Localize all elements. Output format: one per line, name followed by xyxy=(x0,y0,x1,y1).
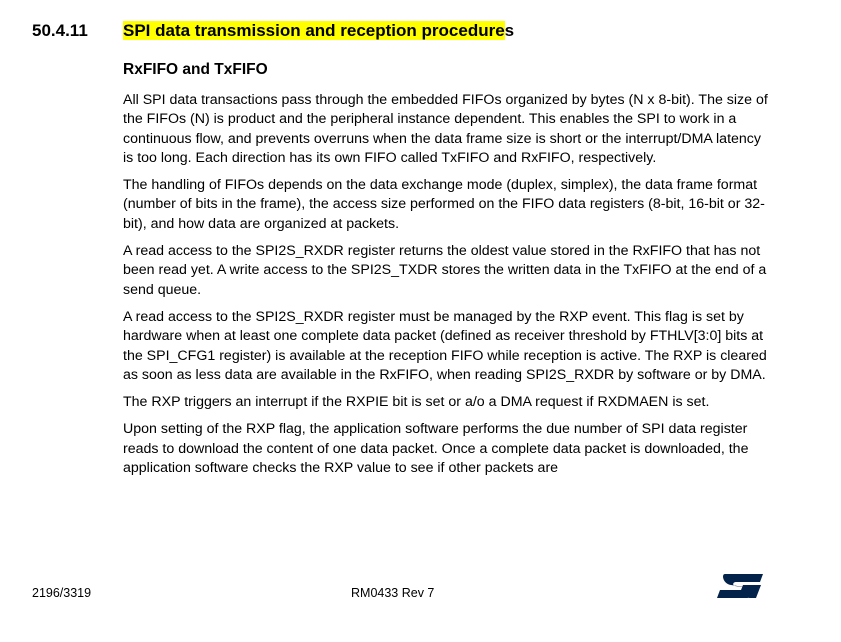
footer-document-id: RM0433 Rev 7 xyxy=(351,586,435,600)
st-logo-icon xyxy=(716,572,764,600)
paragraph: The handling of FIFOs depends on the data exchange mode (duplex, simplex), the data frame format (number of bits in the frame), the access size performed on the FIFO data registers (8-bit, 16-bit or 32-bit), and how data are organized at packets. xyxy=(123,177,765,232)
footer-page-number: 2196/3319 xyxy=(32,586,92,600)
paragraph: A read access to the SPI2S_RXDR register must be managed by the RXP event. This flag is set by hardware when at least one complete data packet (defined as receiver threshold by FTHLV[3:0] bits at the SPI_CFG1 register) is available at the reception FIFO while reception is active. The RXP is cleared as soon as less data are available in the RxFIFO, when reading SPI2S_RXDR by software or by DMA. xyxy=(123,308,767,383)
paragraph: The RXP triggers an interrupt if the RXPIE bit is set or a/o a DMA request if RXDMAEN is set. xyxy=(123,394,710,411)
section-title-highlight: SPI data transmission and reception procedure xyxy=(123,21,505,40)
paragraph: All SPI data transactions pass through the embedded FIFOs organized by bytes (N x 8-bit). The size of the FIFOs (N) is product and the peripheral instance dependent. This enables the SPI to work in a continuous flow, and prevents overruns when the data frame size is short or the interrupt/DMA latency is too long. Each direction has its own FIFO called TxFIFO and RxFIFO, respectively. xyxy=(123,92,768,166)
section-number: 50.4.11 xyxy=(32,21,88,40)
body-text xyxy=(123,91,768,486)
section-title-tail: s xyxy=(504,21,515,40)
subsection-title: RxFIFO and TxFIFO xyxy=(123,61,268,78)
section-title xyxy=(123,20,514,42)
paragraph: A read access to the SPI2S_RXDR register returns the oldest value stored in the RxFIFO that has not been read yet. A write access to the SPI2S_TXDR stores the written data in the TxFIFO at the end of a send queue. xyxy=(123,243,767,298)
paragraph: Upon setting of the RXP flag, the application software performs the due number of SPI data register reads to download the content of one data packet. Once a complete data packet is downloaded, the application software checks the RXP value to see if other packets are xyxy=(123,421,749,477)
